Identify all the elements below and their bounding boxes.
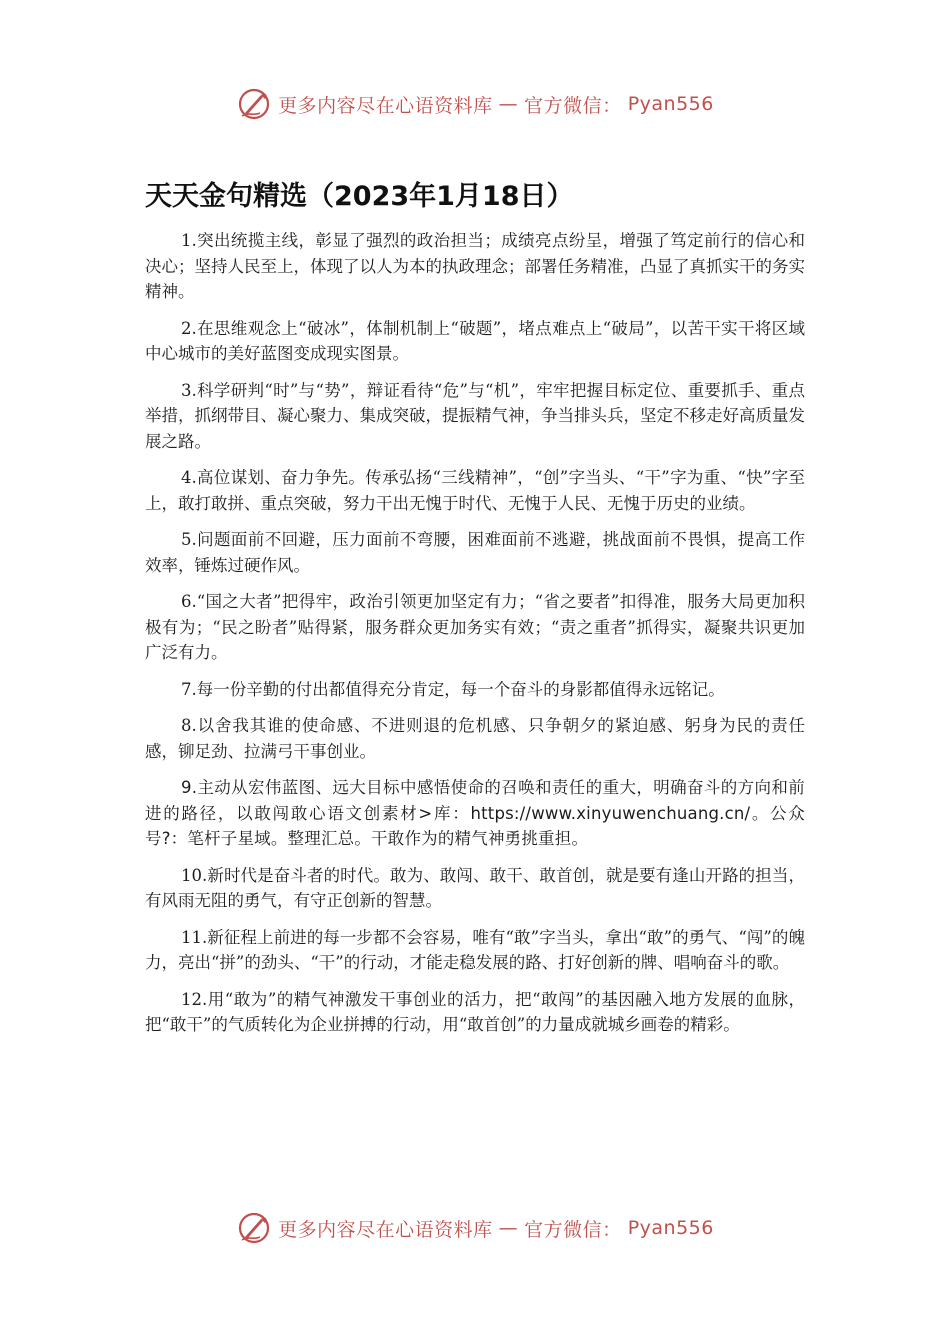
paragraph-10: 10.新时代是奋斗者的时代。敢为、敢闯、敢干、敢首创，就是要有逢山开路的担当，有风雨无阻的勇气，有守正创新的智慧。	[145, 865, 805, 910]
watermark-wechat-id: Pyan556	[627, 1217, 714, 1239]
paragraph-6: 6.“国之大者”把得牢，政治引领更加坚定有力；“省之要者”扣得准，服务大局更加积极有为；“民之盼者”贴得紧，服务群众更加务实有效；“责之重者”抓得实，凝聚共识更加广泛有力。	[145, 592, 805, 662]
quill-pen-logo-icon	[236, 1210, 272, 1246]
paragraph-2: 2.在思维观念上“破冰”，体制机制上“破题”，堵点难点上“破局”，以苦干实干将区域中心城市的美好蓝图变成现实图景。	[145, 318, 805, 363]
paragraph-12: 12.用“敢为”的精气神激发干事创业的活力，把“敢闯”的基因融入地方发展的血脉，把“敢干”的气质转化为企业拼搏的行动，用“敢首创”的力量成就城乡画卷的精彩。	[145, 989, 805, 1034]
footer-watermark	[0, 1206, 950, 1250]
watermark-wechat-label: 官方微信：	[524, 94, 622, 117]
watermark-wechat-id: Pyan556	[627, 93, 714, 115]
watermark-text: 更多内容尽在心语资料库	[278, 1218, 493, 1241]
watermark-separator: —	[498, 93, 519, 115]
paragraph-3: 3.科学研判“时”与“势”，辩证看待“危”与“机”，牢牢把握目标定位、重要抓手、重点举措，抓纲带目、凝心聚力、集成突破，提振精气神，争当排头兵，坚定不移走好高质量发展之路。	[145, 380, 805, 451]
paragraph-11: 11.新征程上前进的每一步都不会容易，唯有“敢”字当头，拿出“敢”的勇气、“闯”的魄力，亮出“拼”的劲头、“干”的行动，才能走稳发展的路、打好创新的牌、唱响奋斗的歌。	[145, 927, 805, 972]
paragraph-8: 8.以舍我其谁的使命感、不进则退的危机感、只争朝夕的紧迫感、躬身为民的责任感，铆足劲、拉满弓干事创业。	[145, 716, 805, 761]
watermark-separator: —	[498, 1217, 519, 1239]
document-title: 天天金句精选（2023年1月18日）	[145, 181, 574, 212]
watermark-text: 更多内容尽在心语资料库	[278, 94, 493, 117]
paragraph-9: 9.主动从宏伟蓝图、远大目标中感悟使命的召唤和责任的重大，明确奋斗的方向和前进的路径，以敢闯敢心语文创素材>库：https://www.xinyuwenchuang.cn/。公众号?：笔杆子星域。整理汇总。干敢作为的精气神勇挑重担。	[145, 778, 805, 848]
quill-pen-logo-icon	[236, 86, 272, 122]
paragraph-1: 1.突出统揽主线，彰显了强烈的政治担当；成绩亮点纷呈，增强了笃定前行的信心和决心；坚持人民至上，体现了以人为本的执政理念；部署任务精准，凸显了真抓实干的务实精神。	[145, 231, 805, 301]
paragraph-5: 5.问题面前不回避，压力面前不弯腰，困难面前不逃避，挑战面前不畏惧，提高工作效率，锤炼过硬作风。	[145, 530, 805, 575]
document-body	[145, 228, 805, 1049]
paragraph-7: 7.每一份辛勤的付出都值得充分肯定，每一个奋斗的身影都值得永远铭记。	[181, 679, 725, 699]
paragraph-4: 4.高位谋划、奋力争先。传承弘扬“三线精神”，“创”字当头、“干”字为重、“快”字至上，敢打敢拼、重点突破，努力干出无愧于时代、无愧于人民、无愧于历史的业绩。	[145, 468, 805, 513]
watermark-wechat-label: 官方微信：	[524, 1218, 622, 1241]
header-watermark	[0, 82, 950, 126]
